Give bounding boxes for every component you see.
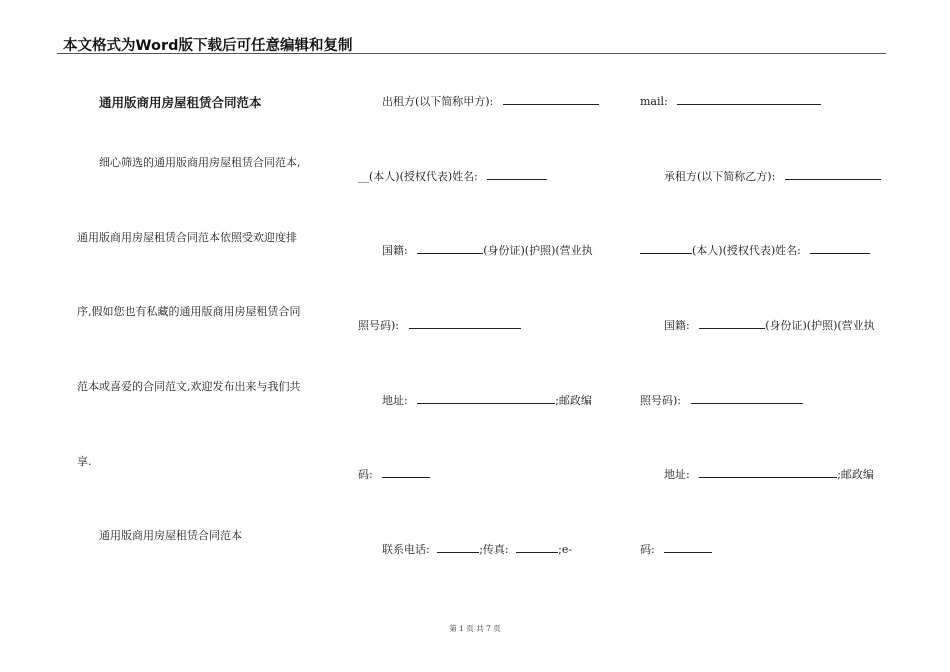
lessee-license-line: [640, 394, 803, 406]
intro-line-4: 范本或喜爱的合同范文,欢迎发布出来与我们共: [77, 380, 301, 393]
lessee-postal-label: ;邮政编: [837, 468, 874, 481]
lessor-phone-label: 联系电话:: [382, 543, 430, 556]
lessor-fax-label: ;传真:: [479, 543, 509, 556]
lessor-license-line: [358, 319, 521, 331]
lessee-code-line: [640, 543, 712, 555]
lessee-nationality-line: [664, 319, 875, 331]
lessor-nationality-label: 国籍:: [382, 244, 408, 257]
lessor-phone-blank[interactable]: [437, 543, 479, 553]
lessor-agent-prefix: __: [358, 170, 369, 183]
intro-line-1: 细心筛选的通用版商用房屋租赁合同范本,: [99, 156, 301, 169]
lessor-address-label: 地址:: [382, 394, 408, 407]
lessee-address-line: [664, 468, 874, 480]
lessor-nationality-line: [382, 244, 593, 256]
lessee-blank[interactable]: [785, 170, 881, 180]
lessee-label: 承租方(以下简称乙方):: [664, 170, 776, 183]
lessor-code-line: [358, 468, 430, 480]
lessee-nationality-blank[interactable]: [699, 319, 765, 329]
lessor-agent-line: [358, 170, 547, 182]
section-subtitle: 通用版商用房屋租赁合同范本: [99, 529, 242, 542]
intro-line-2: 通用版商用房屋租赁合同范本依照受欢迎度排: [77, 231, 297, 244]
lessee-agent-blank[interactable]: [810, 244, 870, 254]
lessee-license-blank[interactable]: [691, 394, 803, 404]
lessor-agent-blank[interactable]: [487, 170, 547, 180]
document-header: 本文格式为Word版下载后可任意编辑和复制: [63, 38, 353, 54]
lessor-address-line: [382, 394, 592, 406]
lessor-email-label: ;e-: [558, 543, 573, 556]
lessor-mail-blank[interactable]: [677, 95, 821, 105]
lessor-mail-line: [640, 95, 821, 107]
lessee-code-label: 码:: [640, 543, 655, 556]
lessor-license-blank[interactable]: [409, 319, 521, 329]
page-number: 第 1 页 共 7 页: [449, 624, 501, 633]
lessee-id-label: (身份证)(护照)(营业执: [765, 319, 875, 332]
lessee-license-label: 照号码):: [640, 394, 681, 407]
lessor-code-blank[interactable]: [382, 468, 430, 478]
lessee-nationality-label: 国籍:: [664, 319, 690, 332]
lessor-code-label: 码:: [358, 468, 373, 481]
lessor-line: [382, 95, 599, 107]
intro-line-5: 享.: [77, 455, 92, 468]
lessor-mail-label: mail:: [640, 95, 668, 108]
lessor-postal-label: ;邮政编: [555, 394, 592, 407]
header-divider: [57, 53, 886, 54]
lessor-contact-line: [382, 543, 572, 555]
intro-line-3: 序,假如您也有私藏的通用版商用房屋租赁合同: [77, 305, 301, 318]
lessor-blank[interactable]: [503, 95, 599, 105]
lessee-agent-line: [640, 244, 870, 256]
lessor-agent-label: (本人)(授权代表)姓名:: [369, 170, 478, 183]
lessee-agent-prefix-blank[interactable]: [640, 244, 692, 254]
lessee-line: [664, 170, 881, 182]
lessor-id-label: (身份证)(护照)(营业执: [483, 244, 593, 257]
lessor-label: 出租方(以下简称甲方):: [382, 95, 494, 108]
lessor-nationality-blank[interactable]: [417, 244, 483, 254]
lessor-address-blank[interactable]: [417, 394, 555, 404]
lessor-license-label: 照号码):: [358, 319, 399, 332]
lessee-agent-label: (本人)(授权代表)姓名:: [692, 244, 801, 257]
lessee-code-blank[interactable]: [664, 543, 712, 553]
document-title: 通用版商用房屋租赁合同范本: [99, 95, 262, 110]
lessee-address-label: 地址:: [664, 468, 690, 481]
lessor-fax-blank[interactable]: [516, 543, 558, 553]
lessee-address-blank[interactable]: [699, 468, 837, 478]
